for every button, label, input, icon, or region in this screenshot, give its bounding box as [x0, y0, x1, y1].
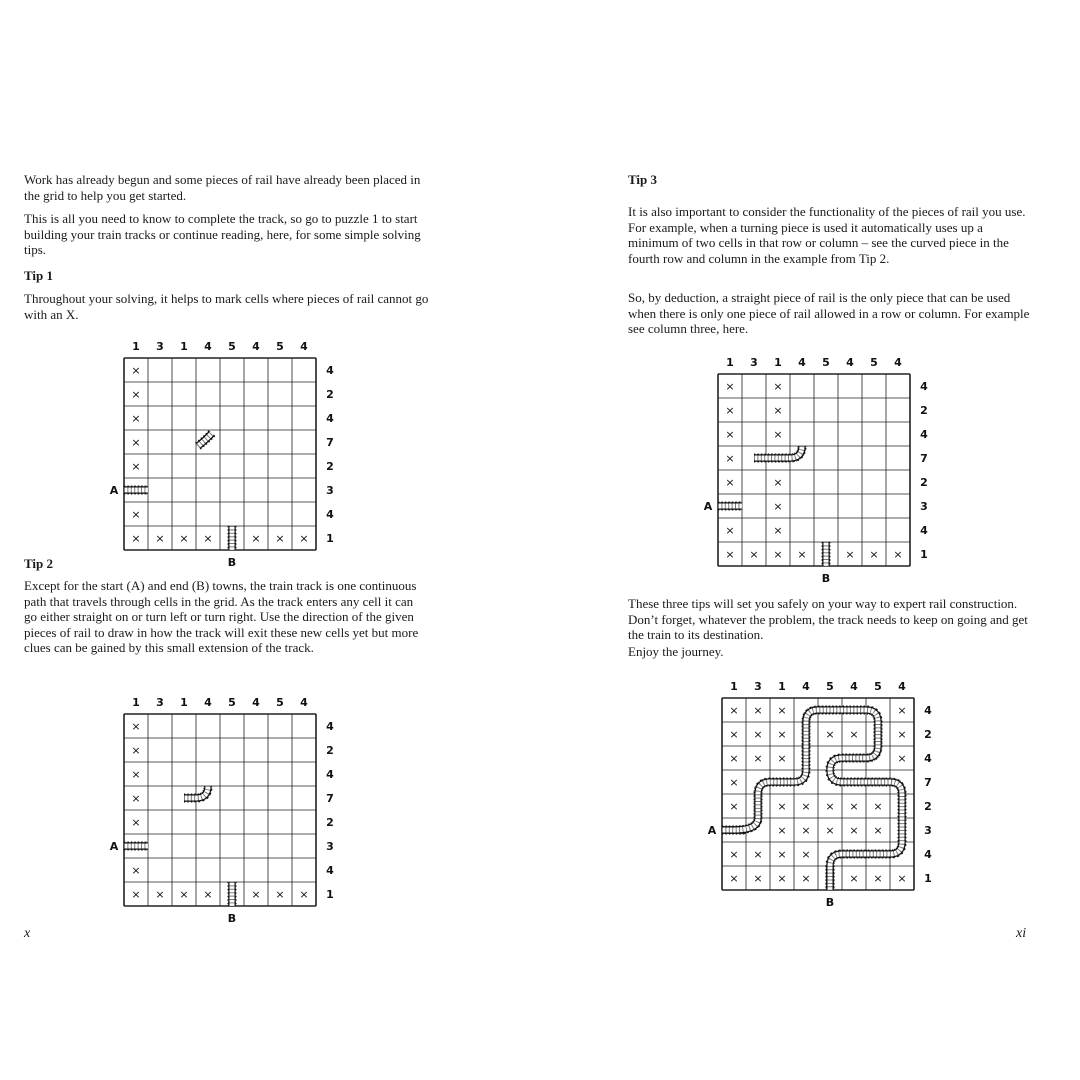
x-mark: ×	[893, 548, 903, 561]
x-mark: ×	[897, 728, 907, 741]
x-mark: ×	[203, 888, 213, 901]
column-clue: 1	[730, 680, 738, 693]
x-mark: ×	[729, 776, 739, 789]
x-mark: ×	[869, 548, 879, 561]
row-clue: 3	[920, 500, 928, 513]
x-mark: ×	[801, 872, 811, 885]
x-mark: ×	[801, 824, 811, 837]
column-three-rail-piece	[754, 446, 802, 458]
x-mark: ×	[131, 768, 141, 781]
x-mark: ×	[873, 824, 883, 837]
column-clue: 1	[778, 680, 786, 693]
x-mark: ×	[299, 888, 309, 901]
x-mark: ×	[275, 532, 285, 545]
column-clue: 4	[300, 340, 308, 353]
row-clue: 4	[326, 412, 334, 425]
x-mark: ×	[131, 460, 141, 473]
x-mark: ×	[753, 728, 763, 741]
x-mark: ×	[131, 532, 141, 545]
row-clue: 4	[920, 524, 928, 537]
given-curve-piece	[198, 433, 212, 446]
x-mark: ×	[773, 500, 783, 513]
row-clue: 3	[924, 824, 932, 837]
x-mark: ×	[849, 824, 859, 837]
x-mark: ×	[777, 848, 787, 861]
x-mark: ×	[873, 872, 883, 885]
column-clue: 1	[180, 696, 188, 709]
column-clue: 4	[300, 696, 308, 709]
column-clue: 5	[822, 356, 830, 369]
row-clue: 2	[920, 476, 928, 489]
x-mark: ×	[729, 800, 739, 813]
x-mark: ×	[777, 704, 787, 717]
column-clue: 4	[204, 340, 212, 353]
column-clue: 4	[802, 680, 810, 693]
row-clue: 7	[326, 792, 334, 805]
tip1-heading: Tip 1	[24, 268, 54, 283]
x-mark: ×	[725, 476, 735, 489]
x-mark: ×	[251, 532, 261, 545]
row-clue: 7	[920, 452, 928, 465]
tip2-text: Except for the start (A) and end (B) towns, the train track is one continuous path that travels through cells in the grid. As the track enters any cell it can go either straight on or turn left or turn right. Use the direction of the given pieces of rail to draw in how the track will exit these new cells yet but more clues can be gained by this small extension of the track.	[24, 578, 419, 655]
grid-lines	[124, 358, 316, 550]
row-clue: 3	[326, 484, 334, 497]
end-town-label: B	[227, 556, 237, 566]
row-clue: 7	[326, 436, 334, 449]
row-clue: 2	[326, 816, 334, 829]
x-mark: ×	[725, 404, 735, 417]
x-mark: ×	[897, 752, 907, 765]
x-mark: ×	[725, 524, 735, 537]
x-mark: ×	[897, 704, 907, 717]
x-mark: ×	[773, 524, 783, 537]
x-mark: ×	[777, 728, 787, 741]
x-mark: ×	[849, 872, 859, 885]
x-mark: ×	[773, 476, 783, 489]
row-clue: 4	[326, 364, 334, 377]
closing-paragraph-2: Enjoy the journey.	[628, 644, 724, 659]
x-mark: ×	[131, 744, 141, 757]
x-mark: ×	[753, 752, 763, 765]
x-mark: ×	[275, 888, 285, 901]
x-mark: ×	[131, 436, 141, 449]
x-mark: ×	[777, 872, 787, 885]
column-clue: 3	[750, 356, 758, 369]
row-clue: 2	[326, 460, 334, 473]
row-clue: 7	[924, 776, 932, 789]
tip3-paragraph-2: So, by deduction, a straight piece of rail is the only piece that can be used when there is only one piece of rail allowed in a row or column. For example see column three, here.	[628, 290, 1030, 336]
x-mark: ×	[801, 848, 811, 861]
row-clue: 2	[920, 404, 928, 417]
x-mark: ×	[155, 532, 165, 545]
x-mark: ×	[845, 548, 855, 561]
x-mark: ×	[131, 792, 141, 805]
column-clue: 3	[156, 696, 164, 709]
column-clue: 1	[132, 340, 140, 353]
x-mark: ×	[729, 728, 739, 741]
x-mark: ×	[131, 508, 141, 521]
x-mark: ×	[299, 532, 309, 545]
x-mark: ×	[897, 872, 907, 885]
column-clue: 4	[252, 696, 260, 709]
x-mark: ×	[801, 800, 811, 813]
row-clue: 1	[920, 548, 928, 561]
end-town-label: B	[227, 912, 237, 922]
row-clue: 4	[326, 720, 334, 733]
start-town-label: A	[109, 484, 119, 497]
x-mark: ×	[729, 704, 739, 717]
x-mark: ×	[131, 816, 141, 829]
row-clue: 2	[326, 744, 334, 757]
column-clue: 1	[132, 696, 140, 709]
row-clue: 4	[924, 848, 932, 861]
row-clue: 4	[924, 704, 932, 717]
row-clue: 2	[326, 388, 334, 401]
column-clue: 3	[156, 340, 164, 353]
tip3-grid	[694, 352, 944, 587]
column-clue: 4	[898, 680, 906, 693]
x-mark: ×	[131, 388, 141, 401]
x-mark: ×	[753, 872, 763, 885]
x-mark: ×	[131, 412, 141, 425]
column-clue: 4	[846, 356, 854, 369]
x-mark: ×	[825, 728, 835, 741]
x-mark: ×	[725, 380, 735, 393]
row-clue: 4	[920, 428, 928, 441]
x-mark: ×	[203, 532, 213, 545]
x-mark: ×	[729, 872, 739, 885]
column-clue: 4	[850, 680, 858, 693]
x-mark: ×	[155, 888, 165, 901]
row-clue: 4	[326, 508, 334, 521]
x-mark: ×	[825, 800, 835, 813]
right-page	[540, 0, 1080, 1080]
row-clue: 2	[924, 728, 932, 741]
x-mark: ×	[131, 864, 141, 877]
start-town-label: A	[707, 824, 717, 837]
x-mark: ×	[777, 800, 787, 813]
row-clue: 4	[920, 380, 928, 393]
end-town-label: B	[825, 896, 835, 906]
x-mark: ×	[825, 824, 835, 837]
x-mark: ×	[251, 888, 261, 901]
column-clue: 5	[228, 696, 236, 709]
intro-paragraph-2: This is all you need to know to complete the track, so go to puzzle 1 to start building your train tracks or continue reading, here, for some simple solving tips.	[24, 211, 421, 257]
x-mark: ×	[797, 548, 807, 561]
x-mark: ×	[749, 548, 759, 561]
x-mark: ×	[849, 728, 859, 741]
x-mark: ×	[773, 428, 783, 441]
intro-paragraph-1: Work has already begun and some pieces of rail have already been placed in the grid to help you get started.	[24, 172, 421, 203]
row-clue: 1	[326, 888, 334, 901]
x-mark: ×	[179, 888, 189, 901]
grid-lines	[124, 714, 316, 906]
tip2-grid	[100, 692, 350, 927]
x-mark: ×	[729, 848, 739, 861]
row-clue: 4	[326, 864, 334, 877]
x-mark: ×	[729, 752, 739, 765]
tip1-grid-svg	[100, 336, 350, 566]
x-mark: ×	[777, 824, 787, 837]
column-clue: 3	[754, 680, 762, 693]
x-mark: ×	[773, 548, 783, 561]
page-number-right: xi	[1016, 926, 1027, 941]
grid-lines	[722, 698, 914, 890]
row-clue: 4	[924, 752, 932, 765]
page-number-left: x	[24, 926, 31, 941]
tip2-grid-svg	[100, 692, 350, 922]
column-clue: 4	[252, 340, 260, 353]
column-clue: 5	[870, 356, 878, 369]
x-mark: ×	[725, 428, 735, 441]
x-mark: ×	[849, 800, 859, 813]
row-clue: 1	[326, 532, 334, 545]
column-clue: 1	[774, 356, 782, 369]
x-mark: ×	[753, 704, 763, 717]
x-mark: ×	[179, 532, 189, 545]
column-clue: 5	[276, 696, 284, 709]
column-clue: 5	[874, 680, 882, 693]
x-mark: ×	[777, 752, 787, 765]
x-mark: ×	[773, 380, 783, 393]
solution-grid	[698, 676, 948, 911]
solution-grid-svg	[698, 676, 948, 906]
tip2-heading: Tip 2	[24, 556, 54, 571]
column-clue: 4	[894, 356, 902, 369]
column-clue: 5	[228, 340, 236, 353]
tip3-paragraph-1: It is also important to consider the functionality of the pieces of rail you use. For example, when a turning piece is used it automatically uses up a minimum of two cells in that row or column – see the curved piece in the fourth row and column in the example from Tip 2.	[628, 204, 1026, 266]
tip3-grid-svg	[694, 352, 944, 582]
column-clue: 4	[798, 356, 806, 369]
row-clue: 4	[326, 768, 334, 781]
column-clue: 5	[826, 680, 834, 693]
row-clue: 1	[924, 872, 932, 885]
tip3-heading: Tip 3	[628, 172, 658, 187]
column-clue: 4	[204, 696, 212, 709]
row-clue: 2	[924, 800, 932, 813]
x-mark: ×	[131, 720, 141, 733]
start-town-label: A	[703, 500, 713, 513]
column-clue: 1	[726, 356, 734, 369]
start-town-label: A	[109, 840, 119, 853]
column-clue: 1	[180, 340, 188, 353]
column-clue: 5	[276, 340, 284, 353]
x-mark: ×	[873, 800, 883, 813]
x-mark: ×	[131, 364, 141, 377]
tip1-text: Throughout your solving, it helps to mark cells where pieces of rail cannot go with an X.	[24, 291, 429, 322]
x-mark: ×	[131, 888, 141, 901]
x-mark: ×	[753, 848, 763, 861]
closing-paragraph-1: These three tips will set you safely on your way to expert rail construction. Don’t forget, whatever the problem, the track needs to keep on going and get the train to its destination.	[628, 596, 1028, 642]
x-mark: ×	[773, 404, 783, 417]
tip1-grid	[100, 336, 350, 571]
grid-lines	[718, 374, 910, 566]
x-mark: ×	[725, 452, 735, 465]
x-mark: ×	[725, 548, 735, 561]
end-town-label: B	[821, 572, 831, 582]
row-clue: 3	[326, 840, 334, 853]
